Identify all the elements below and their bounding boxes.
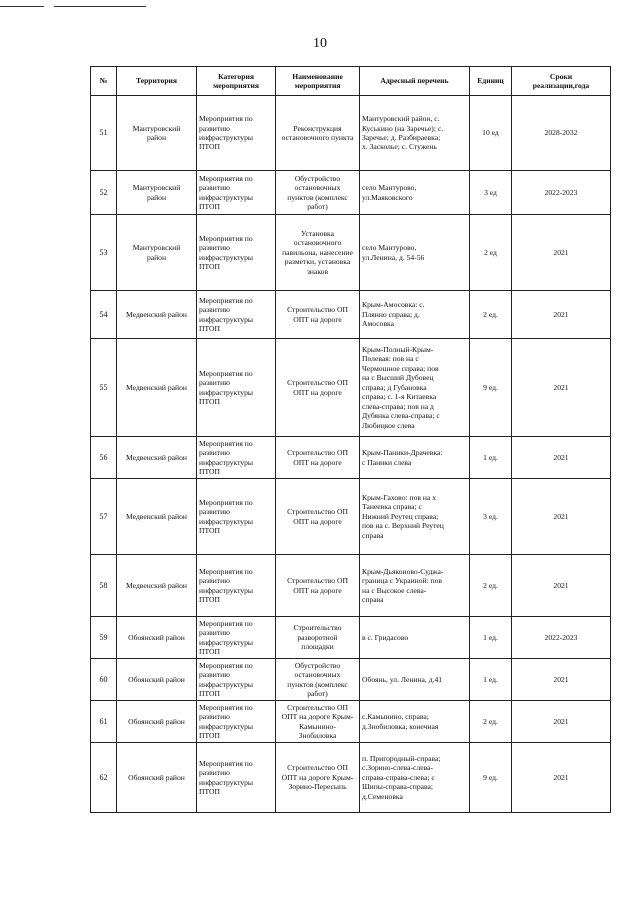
- cell-name: Реконструкция остановочного пункта: [276, 96, 360, 171]
- cell-num: 57: [91, 479, 117, 555]
- cell-num: 62: [91, 743, 117, 813]
- cell-num: 56: [91, 437, 117, 479]
- cell-units: 9 ед.: [470, 743, 512, 813]
- cell-terms: 2021: [512, 659, 611, 701]
- cell-territory: Медвенский район: [117, 291, 197, 339]
- header-territory: Территория: [117, 67, 197, 96]
- cell-address: Крым-Полный-Крым- Полевая: пов на с Чермошное справа; пов на с Высший Дубовец справа; д Губановка справа; с. 1-я Китаевка слева-справа; пов на д Дубянка слева-справа; с Любицкое слева: [360, 339, 470, 437]
- cell-address: Крым-Гахово: пов на х Танеевка справа; с Нижний Реутец справа; пов на с. Верхний Реутец справа: [360, 479, 470, 555]
- table-row: [91, 479, 611, 555]
- cell-territory: Медвенский район: [117, 339, 197, 437]
- cell-units: 1 ед.: [470, 437, 512, 479]
- scan-mark-2: [54, 6, 146, 7]
- table-row: [91, 555, 611, 617]
- cell-units: 3 ед.: [470, 479, 512, 555]
- header-units: Единиц: [470, 67, 512, 96]
- cell-address: Крым-Паники-Драчевка: с Паники слева: [360, 437, 470, 479]
- cell-name: Строительство ОП ОПТ на дороге: [276, 437, 360, 479]
- cell-units: 1 ед.: [470, 617, 512, 659]
- cell-name: Обустройство остановочных пунктов (комплекс работ): [276, 171, 360, 215]
- cell-terms: 2021: [512, 437, 611, 479]
- table-row: [91, 659, 611, 701]
- cell-territory: Мантуровский район: [117, 96, 197, 171]
- cell-units: 1 ед.: [470, 659, 512, 701]
- cell-num: 61: [91, 701, 117, 743]
- header-num: №: [91, 67, 117, 96]
- cell-category: Мероприятия по развитию инфраструктуры ПТОП: [197, 437, 276, 479]
- cell-terms: 2022-2023: [512, 171, 611, 215]
- cell-num: 52: [91, 171, 117, 215]
- cell-address: Крым-Дьяконово-Суджа- граница с Украиной: пов на с Высокое слева- справа: [360, 555, 470, 617]
- cell-address: село Мантурово, ул.Ленина, д. 54-56: [360, 215, 470, 291]
- table-row: [91, 339, 611, 437]
- cell-terms: 2021: [512, 555, 611, 617]
- cell-category: Мероприятия по развитию инфраструктуры ПТОП: [197, 617, 276, 659]
- cell-terms: 2022-2023: [512, 617, 611, 659]
- cell-terms: 2021: [512, 339, 611, 437]
- cell-name: Строительство ОП ОПТ на дороге Крым- Камынино- Знобиловка: [276, 701, 360, 743]
- cell-terms: 2021: [512, 291, 611, 339]
- cell-category: Мероприятия по развитию инфраструктуры ПТОП: [197, 291, 276, 339]
- cell-territory: Медвенский район: [117, 479, 197, 555]
- cell-units: 9 ед.: [470, 339, 512, 437]
- cell-territory: Мантуровский район: [117, 171, 197, 215]
- cell-category: Мероприятия по развитию инфраструктуры ПТОП: [197, 215, 276, 291]
- cell-category: Мероприятия по развитию инфраструктуры ПТОП: [197, 743, 276, 813]
- cell-units: 2 ед.: [470, 291, 512, 339]
- cell-units: 10 ед: [470, 96, 512, 171]
- cell-category: Мероприятия по развитию инфраструктуры ПТОП: [197, 96, 276, 171]
- cell-name: Установка остановочного павильона, нанесение разметки, установка знаков: [276, 215, 360, 291]
- cell-units: 2 ед.: [470, 701, 512, 743]
- cell-address: село Мантурово, ул.Маяковского: [360, 171, 470, 215]
- cell-address: п. Пригородный-справа; с.Зорино-слева-слева- справа-справа-слева; с Шипы-справа-справа; д.Семеновка: [360, 743, 470, 813]
- cell-terms: 2021: [512, 701, 611, 743]
- cell-address: с.Камынино, справа; д.Знобиловка, конечная: [360, 701, 470, 743]
- cell-address: Крым-Амосовка: с. Плянно справа; д. Амосовка: [360, 291, 470, 339]
- cell-num: 54: [91, 291, 117, 339]
- cell-units: 2 ед: [470, 215, 512, 291]
- cell-name: Строительство ОП ОПТ на дороге Крым- Зорино-Пересыпь: [276, 743, 360, 813]
- cell-address: Мантуровский район, с. Куськино (на Заречье); с. Заречье; д. Разбираевка; х. Засколье; с. Стужень: [360, 96, 470, 171]
- header-terms: Сроки реализации,года: [512, 67, 611, 96]
- cell-name: Строительство ОП ОПТ на дороге: [276, 339, 360, 437]
- cell-units: 3 ед: [470, 171, 512, 215]
- cell-terms: 2021: [512, 215, 611, 291]
- table-row: [91, 701, 611, 743]
- cell-num: 51: [91, 96, 117, 171]
- cell-terms: 2028-2032: [512, 96, 611, 171]
- table-header-row: [91, 67, 611, 96]
- cell-name: Строительство ОП ОПТ на дороге: [276, 479, 360, 555]
- table-row: [91, 215, 611, 291]
- cell-category: Мероприятия по развитию инфраструктуры ПТОП: [197, 701, 276, 743]
- cell-units: 2 ед.: [470, 555, 512, 617]
- cell-address: Обоянь, ул. Ленина, д.41: [360, 659, 470, 701]
- cell-territory: Медвенский район: [117, 437, 197, 479]
- cell-name: Строительство ОП ОПТ на дороге: [276, 555, 360, 617]
- cell-terms: 2021: [512, 743, 611, 813]
- header-address: Адресный перечень: [360, 67, 470, 96]
- table-row: [91, 743, 611, 813]
- table-row: [91, 96, 611, 171]
- table-row: [91, 617, 611, 659]
- cell-category: Мероприятия по развитию инфраструктуры ПТОП: [197, 339, 276, 437]
- cell-territory: Обоянский район: [117, 743, 197, 813]
- cell-category: Мероприятия по развитию инфраструктуры ПТОП: [197, 555, 276, 617]
- cell-category: Мероприятия по развитию инфраструктуры ПТОП: [197, 659, 276, 701]
- table-row: [91, 291, 611, 339]
- cell-category: Мероприятия по развитию инфраструктуры ПТОП: [197, 171, 276, 215]
- cell-name: Обустройство остановочных пунктов (комплекс работ): [276, 659, 360, 701]
- cell-territory: Мантуровский район: [117, 215, 197, 291]
- table-row: [91, 437, 611, 479]
- cell-num: 55: [91, 339, 117, 437]
- cell-address: в с. Гридасово: [360, 617, 470, 659]
- cell-category: Мероприятия по развитию инфраструктуры ПТОП: [197, 479, 276, 555]
- table-row: [91, 171, 611, 215]
- cell-name: Строительство разворотной площадки: [276, 617, 360, 659]
- cell-num: 58: [91, 555, 117, 617]
- scan-mark-1: [0, 6, 44, 7]
- cell-num: 60: [91, 659, 117, 701]
- cell-terms: 2021: [512, 479, 611, 555]
- cell-num: 53: [91, 215, 117, 291]
- page-number: 10: [313, 36, 327, 51]
- measures-table: [90, 66, 611, 813]
- cell-territory: Обоянский район: [117, 617, 197, 659]
- cell-territory: Обоянский район: [117, 701, 197, 743]
- cell-num: 59: [91, 617, 117, 659]
- cell-territory: Медвенский район: [117, 555, 197, 617]
- cell-territory: Обоянский район: [117, 659, 197, 701]
- cell-name: Строительство ОП ОПТ на дороге: [276, 291, 360, 339]
- header-category: Категория мероприятия: [197, 67, 276, 96]
- table-body: [91, 96, 611, 813]
- header-name: Наименование мероприятия: [276, 67, 360, 96]
